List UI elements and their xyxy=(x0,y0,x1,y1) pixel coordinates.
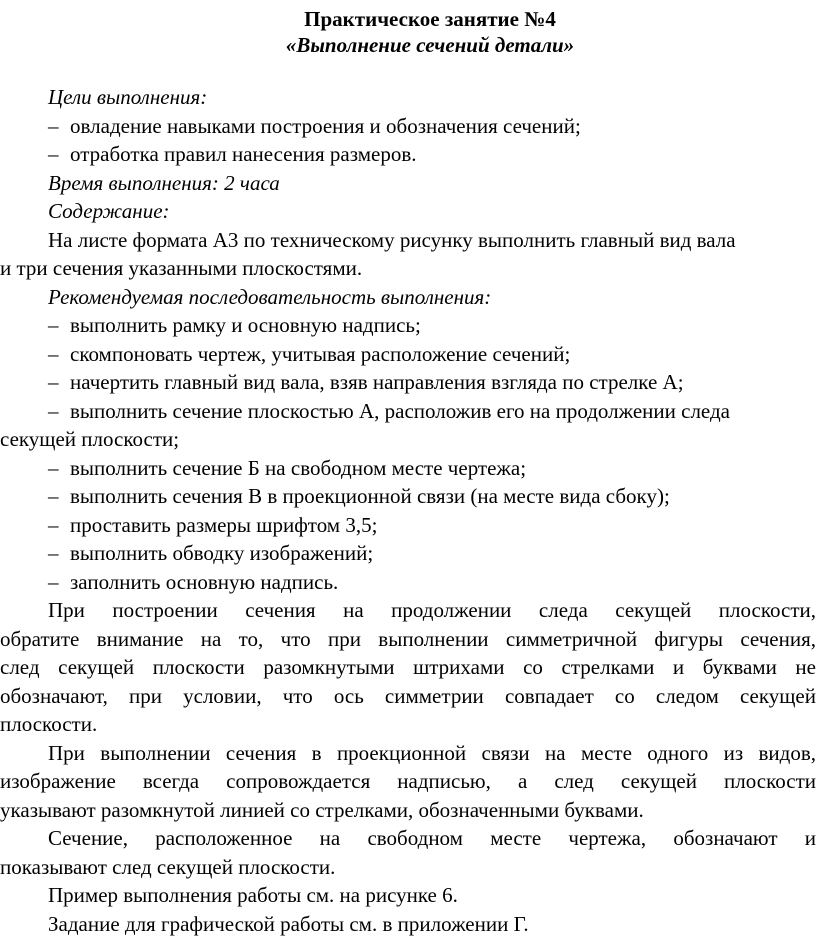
step-item xyxy=(0,539,816,568)
paragraph-line: При построении сечения на продолжении следа секущей плоскости, xyxy=(0,596,816,625)
dash-mark: – xyxy=(48,311,70,340)
dash-mark: – xyxy=(48,539,70,568)
content-heading: Содержание: xyxy=(0,197,816,226)
example-reference: Пример выполнения работы см. на рисунке 6. xyxy=(0,881,816,910)
document-body xyxy=(0,83,816,938)
content-text: и три сечения указанными плоскостями. xyxy=(0,254,816,283)
paragraph-line: обратите внимание на то, что при выполнении симметричной фигуры сечения, xyxy=(0,625,816,654)
step-text: скомпоновать чертеж, учитывая расположение сечений; xyxy=(70,342,570,366)
dash-mark: – xyxy=(48,568,70,597)
dash-mark: – xyxy=(48,482,70,511)
content-text: На листе формата А3 по техническому рисунку выполнить главный вид вала xyxy=(0,226,816,255)
goal-item xyxy=(0,112,816,141)
paragraph-line: плоскости. xyxy=(0,710,816,739)
dash-mark: – xyxy=(48,112,70,141)
step-item xyxy=(0,311,816,340)
step-text: выполнить сечение плоскостью А, расположив его на продолжении следа xyxy=(70,399,730,423)
page-subtitle: «Выполнение сечений детали» xyxy=(0,32,816,58)
paragraph-line: При выполнении сечения в проекционной связи на месте одного из видов, xyxy=(0,739,816,768)
step-item xyxy=(0,368,816,397)
step-item xyxy=(0,568,816,597)
step-text: выполнить обводку изображений; xyxy=(70,541,373,565)
paragraph-line: Сечение, расположенное на свободном месте чертежа, обозначают и xyxy=(0,824,816,853)
step-continuation: секущей плоскости; xyxy=(0,425,816,454)
dash-mark: – xyxy=(48,511,70,540)
step-text: заполнить основную надпись. xyxy=(70,570,338,594)
step-text: выполнить сечения В в проекционной связи (на месте вида сбоку); xyxy=(70,484,670,508)
page-title: Практическое занятие №4 xyxy=(0,6,816,32)
step-text: проставить размеры шрифтом 3,5; xyxy=(70,513,377,537)
step-item xyxy=(0,340,816,369)
dash-mark: – xyxy=(48,454,70,483)
goals-heading: Цели выполнения: xyxy=(0,83,816,112)
paragraph-line: изображение всегда сопровождается надписью, а след секущей плоскости xyxy=(0,767,816,796)
goal-text: овладение навыками построения и обозначения сечений; xyxy=(70,114,581,138)
paragraph-line: указывают разомкнутой линией со стрелками, обозначенными буквами. xyxy=(0,796,816,825)
sequence-heading: Рекомендуемая последовательность выполнения: xyxy=(0,283,816,312)
goal-item xyxy=(0,140,816,169)
dash-mark: – xyxy=(48,368,70,397)
step-text: выполнить сечение Б на свободном месте чертежа; xyxy=(70,456,526,480)
paragraph-line: след секущей плоскости разомкнутыми штрихами со стрелками и буквами не xyxy=(0,653,816,682)
time-line: Время выполнения: 2 часа xyxy=(0,169,816,198)
step-text: начертить главный вид вала, взяв направления взгляда по стрелке А; xyxy=(70,370,684,394)
goal-text: отработка правил нанесения размеров. xyxy=(70,142,416,166)
dash-mark: – xyxy=(48,397,70,426)
paragraph-line: показывают след секущей плоскости. xyxy=(0,853,816,882)
step-item xyxy=(0,482,816,511)
dash-mark: – xyxy=(48,140,70,169)
step-item xyxy=(0,454,816,483)
dash-mark: – xyxy=(48,340,70,369)
task-reference: Задание для графической работы см. в приложении Г. xyxy=(0,910,816,938)
step-text: выполнить рамку и основную надпись; xyxy=(70,313,421,337)
step-item xyxy=(0,397,816,426)
step-item xyxy=(0,511,816,540)
paragraph-line: обозначают, при условии, что ось симметрии совпадает со следом секущей xyxy=(0,682,816,711)
